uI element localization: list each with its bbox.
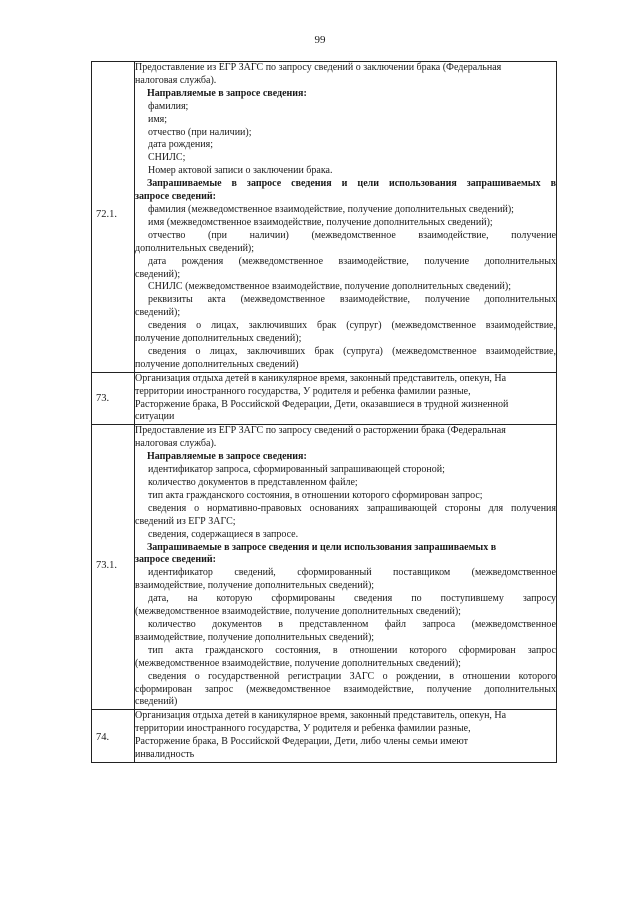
text-line: сведения о лицах, заключивших брак (супруг) (межведомственное взаимодействие, [148,320,556,332]
section-heading: Направляемые в запросе сведения: [147,451,307,463]
text-line: количество документов в представленном файл запроса (межведомственное [148,618,556,630]
text-line: сведений); [135,268,181,280]
section-heading: запросе сведений: [135,554,216,566]
text-line: тип акта гражданского состояния, в отношении которого сформирован запрос; [148,489,483,501]
text-line: отчество (при наличии); [148,126,252,138]
table-row [92,62,557,373]
text-line: реквизиты акта (межведомственное взаимодействие, получение дополнительных [148,294,556,306]
text-line: Расторжение брака, В Российской Федерации, Дети, либо члены семьи имеют [135,736,469,748]
text-line: Организация отдыха детей в каникулярное время, законный представитель, опекун, На [135,372,507,384]
text-line: дата, на которую сформированы сведения по поступившему запросу [148,593,556,605]
table-row [92,372,557,425]
text-line: инвалидность [135,749,195,761]
text-line: Расторжение брака, В Российской Федерации, Дети, оказавшиеся в трудной жизненной [135,398,509,410]
text-line: территории иностранного государства, У родителя и ребенка фамилии разные, [135,385,471,397]
text-line: сформирован запрос (межведомственное взаимодействие, получение дополнительных [135,683,556,695]
text-line: Предоставление из ЕГР ЗАГС по запросу сведений о расторжении брака (Федеральная [135,425,506,437]
row-number-cell [92,425,135,710]
row-number: 73. [96,392,110,404]
section-heading: Запрашиваемые в запросе сведения и цели использования запрашиваемых в [147,541,497,553]
text-line: налоговая служба). [135,74,217,86]
text-line: взаимодействие, получение дополнительных сведений); [135,580,375,592]
row-content-cell [135,425,557,710]
row-content-cell [135,710,557,763]
text-line: отчество (при наличии) (межведомственное взаимодействие, получение [148,229,556,241]
row-number: 72.1. [96,209,117,220]
text-line: имя; [148,113,168,125]
text-line: (межведомственное взаимодействие, получение дополнительных сведений); [135,657,461,669]
text-line: получение дополнительных сведений) [135,358,299,370]
services-table-body [92,62,557,763]
text-line: сведений) [135,696,178,708]
text-line: сведений); [135,307,181,319]
table-row [92,710,557,763]
text-line: фамилия (межведомственное взаимодействие, получение дополнительных сведений); [148,203,514,215]
table-row [92,425,557,710]
row-number-cell [92,710,135,763]
text-line: сведения о государственной регистрации ЗАГС о рождении, в отношении которого [148,670,556,682]
text-line: (межведомственное взаимодействие, получение дополнительных сведений); [135,606,461,618]
text-line: дата рождения (межведомственное взаимодействие, получение дополнительных [148,255,556,267]
text-line: идентификатор запроса, сформированный запрашивающей стороной; [148,464,445,476]
text-line: дополнительных сведений); [135,242,255,254]
text-line: СНИЛС (межведомственное взаимодействие, получение дополнительных сведений); [148,281,511,293]
text-line: сведения о лицах, заключивших брак (супруга) (межведомственное взаимодействие, [148,345,556,357]
text-line: имя (межведомственное взаимодействие, получение дополнительных сведений); [148,216,493,228]
text-line: получение дополнительных сведений); [135,333,302,345]
text-line: Предоставление из ЕГР ЗАГС по запросу сведений о заключении брака (Федеральная [135,62,502,73]
section-heading: Направляемые в запросе сведения: [147,87,307,99]
text-line: Организация отдыха детей в каникулярное время, законный представитель, опекун, На [135,710,507,722]
text-line: сведения, содержащиеся в запросе. [148,528,299,540]
text-line: территории иностранного государства, У родителя и ребенка фамилии разные, [135,723,471,735]
row-number: 73.1. [96,560,117,572]
text-line: взаимодействие, получение дополнительных сведений); [135,631,375,643]
row-number-cell [92,62,135,373]
row-content-cell [135,372,557,425]
text-line: сведений из ЕГР ЗАГС; [135,515,236,527]
text-line: дата рождения; [148,139,213,151]
text-line: Номер актовой записи о заключении брака. [148,165,333,177]
text-line: идентификатор сведений, сформированный поставщиком (межведомственное [148,567,556,579]
text-line: ситуации [135,411,175,423]
text-line: налоговая служба). [135,438,217,450]
services-table [91,61,557,763]
text-line: сведения о нормативно-правовых основаниях запрашивающей стороны для получения [148,502,556,514]
text-line: количество документов в представленном файле; [148,477,358,488]
row-content-cell [135,62,557,373]
text-line: фамилия; [148,100,189,112]
text-line: тип акта гражданского состояния, в отношении которого сформирован запрос [148,644,556,656]
row-number: 74. [96,732,110,744]
row-number-cell [92,372,135,425]
page-number: 99 [314,34,326,46]
section-heading: запросе сведений: [135,191,216,203]
text-line: СНИЛС; [148,152,186,164]
section-heading: Запрашиваемые в запросе сведения и цели использования запрашиваемых в [147,178,556,190]
